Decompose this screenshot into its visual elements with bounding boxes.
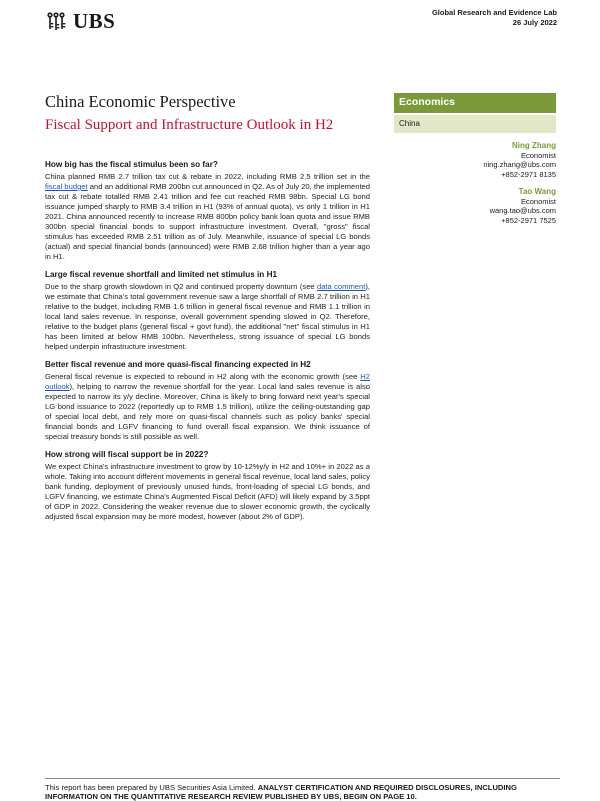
section-paragraph: General fiscal revenue is expected to rebound in H2 along with the economic growth (see H2 outlook), helping to narrow the revenue shortfall for the year. Local land sales revenue is also expected to narrow its y/y decline. Moreover, China is likely to bring forward next year's special LG bond issuance to 2022 (reportedly up to RMB 1.5 trillion), utilize the ceiling-outstanding gap of special local debt, and rely more on quasi-fiscal channels such as policy banks' special financial bonds and LGFV financing to fund overall fiscal expansion. We think issuance of special treasury bonds is still possible as well. <box>45 372 370 441</box>
section-heading: How strong will fiscal support be in 2022? <box>45 450 209 459</box>
analyst-card <box>394 187 556 225</box>
page-subtitle: Fiscal Support and Infrastructure Outlook in H2 <box>45 117 334 133</box>
analyst-phone: +852-2971 8135 <box>501 169 556 179</box>
report-date: 26 July 2022 <box>512 18 557 27</box>
header-info <box>432 8 557 28</box>
report-section <box>45 270 370 352</box>
h2-outlook-link[interactable]: H2 outlook <box>45 372 370 391</box>
fiscal-budget-link[interactable]: fiscal budget <box>45 182 88 191</box>
brand-name: UBS <box>73 9 116 33</box>
section-paragraph: China planned RMB 2.7 trillion tax cut & rebate in 2022, including RMB 2.5 trillion set in the fiscal budget and an additional RMB 200bn cut announced in Q2. As of July 20, the implemented tax cut & rebate totalled RMB 2.41 trillion and fee cut reached RMB 98bn. Special LG bond issuance jumped sharply to RMB 3.4 trillion in H1 (93% of annual quota), vs only 1 trillion in H1 2021. China announced recently to increase RMB 800bn policy bank loan quota and issue RMB 300bn special financial bonds to support infrastructure investment. Overall, "gross" fiscal stimulus has exceeded RMB 2.51 trillion as of July. Meanwhile, issuance of special LG bonds (actual) and special financial bonds (announced) were RMB 2.68 trillion higher than a year ago in H1. <box>45 172 371 261</box>
analyst-role: Economist <box>520 196 556 206</box>
disclosure-footer <box>45 778 560 801</box>
ubs-keys-icon <box>45 11 67 33</box>
report-section <box>45 160 370 262</box>
report-section <box>45 360 370 442</box>
lab-name: Global Research and Evidence Lab <box>431 8 557 17</box>
report-section <box>45 450 370 522</box>
report-body <box>45 160 370 530</box>
ubs-logo <box>45 9 115 34</box>
analyst-email[interactable]: wang.tao@ubs.com <box>489 206 556 215</box>
data-comment-link[interactable]: data comment <box>316 282 366 291</box>
analyst-name: Tao Wang <box>518 187 556 196</box>
section-heading: Better fiscal revenue and more quasi-fiscal financing expected in H2 <box>45 360 311 369</box>
footer-text: This report has been prepared by UBS Securities Asia Limited. <box>45 783 258 792</box>
analyst-phone: +852-2971 7525 <box>501 215 556 225</box>
analyst-name: Ning Zhang <box>512 141 556 150</box>
section-paragraph: We expect China's infrastructure investment to grow by 10-12%y/y in H2 and 10%+ in 2022 as a whole. Taking into account different movements in general fiscal revenue, local land sales, policy bank funding, deployment of previously unused funds, front-loading of special LG bonds, and LGFV financing, we estimate China's Augmented Fiscal Deficit (AFD) will likely expand by 3.5ppt of GDP in 2022. Considering the weaker revenue due to slower economic growth, the cyclically adjusted fiscal expansion may be more modest, however (about 2% of GDP). <box>45 462 370 521</box>
analyst-role: Economist <box>520 150 556 160</box>
section-label: Economics <box>394 93 556 113</box>
section-heading: How big has the fiscal stimulus been so far? <box>45 160 218 169</box>
analyst-email[interactable]: ning.zhang@ubs.com <box>483 160 556 169</box>
section-heading: Large fiscal revenue shortfall and limited net stimulus in H1 <box>45 270 278 279</box>
section-paragraph: Due to the sharp growth slowdown in Q2 and continued property downturn (see data comment), we estimate that China's total government revenue saw a large shortfall of RMB 2.7 trillion in H1 relative to the budget, including RMB 1.6 trillion in general fiscal revenue and RMB 1.1 trillion in local land sales revenue. In response, overall government spending slowed in Q2. Therefore, relative to the budget plans (general fiscal + govt fund), the additional "net" fiscal stimulus in H1 has been limited at below RMB 100bn. Nevertheless, strong issuance of special LG bonds helped underpin infrastructure investment. <box>45 282 370 351</box>
analyst-card <box>394 141 556 179</box>
region-label: China <box>394 115 556 133</box>
page-title: China Economic Perspective <box>45 92 236 111</box>
footer-disclosure: ANALYST CERTIFICATION AND REQUIRED DISCLOSURES, INCLUDING INFORMATION ON THE QUANTITATIVE RESEARCH REVIEW PUBLISHED BY UBS, BEGIN ON PAGE 10. <box>45 783 517 801</box>
sidebar <box>394 93 556 225</box>
